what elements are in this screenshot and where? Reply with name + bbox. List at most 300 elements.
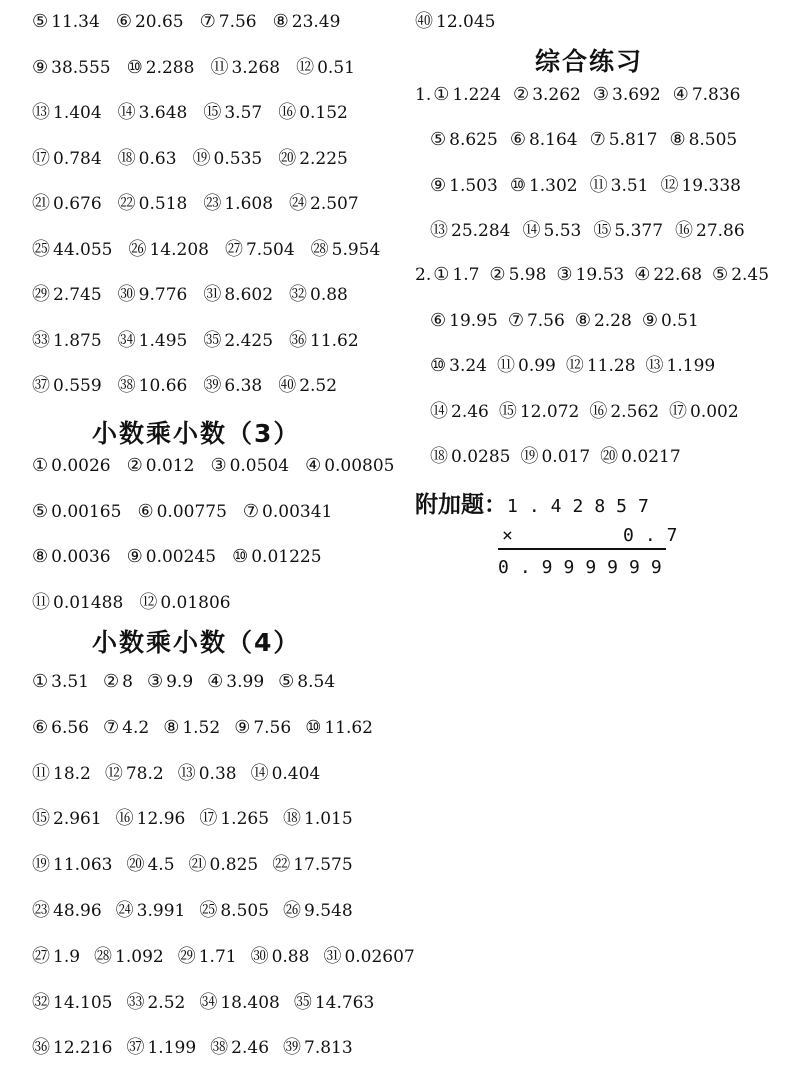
item-number: ㉙ — [32, 284, 50, 305]
item-value: 1.503 — [449, 175, 498, 196]
answer-item — [433, 85, 501, 105]
answer-item — [32, 194, 102, 214]
answer-item — [673, 85, 741, 105]
answer-item — [147, 672, 193, 692]
item-number: ⑯ — [589, 400, 608, 422]
answer-item — [234, 718, 291, 738]
answer-item — [323, 947, 414, 967]
item-value: 11.063 — [53, 855, 113, 876]
bonus-title: 附加题： — [415, 492, 507, 518]
answer-item — [127, 547, 216, 567]
item-number: ㉗ — [32, 945, 50, 967]
item-value: 0.152 — [299, 103, 348, 123]
item-value: 0.63 — [138, 148, 177, 169]
item-value: 1.608 — [224, 194, 274, 214]
answer-item — [510, 130, 578, 150]
answer-item — [556, 265, 624, 285]
item-number: ㉛ — [203, 284, 222, 305]
answer-item — [430, 221, 510, 241]
item-value: 19.338 — [681, 175, 741, 196]
item-value: 48.96 — [53, 901, 102, 921]
item-value: 0.00165 — [51, 501, 122, 522]
item-number: ⑭ — [250, 762, 269, 784]
item-value: 20.65 — [134, 12, 184, 32]
item-value: 3.51 — [610, 175, 649, 196]
item-value: 0.00805 — [324, 456, 395, 476]
item-value: 19.53 — [575, 265, 625, 285]
item-number: ⑪ — [32, 762, 50, 784]
item-number: ㉝ — [126, 991, 145, 1013]
answer-row — [32, 901, 367, 921]
answer-item — [118, 103, 188, 123]
item-value: 3.648 — [138, 103, 188, 123]
answer-item — [634, 265, 702, 285]
answer-row — [415, 85, 752, 105]
answer-item — [126, 1038, 196, 1058]
answer-item — [199, 809, 269, 829]
answer-item — [127, 456, 195, 476]
answer-item — [105, 764, 164, 784]
item-number: ⑧ — [669, 129, 686, 151]
answer-item — [32, 149, 102, 169]
item-number: ⑯ — [675, 219, 694, 241]
answer-item — [499, 402, 579, 422]
item-value: 2.46 — [451, 401, 489, 422]
item-number: ⑫ — [296, 56, 315, 78]
item-value: 0.38 — [198, 763, 237, 784]
item-number: ⑦ — [103, 716, 120, 738]
item-value: 38.555 — [51, 57, 111, 78]
item-value: 1.495 — [138, 330, 188, 351]
item-value: 3.51 — [51, 672, 89, 692]
answer-item — [103, 672, 133, 692]
item-number: ⑯ — [278, 102, 297, 123]
calc-result-row — [498, 556, 673, 580]
answer-item — [273, 12, 341, 32]
item-number: ⑭ — [522, 219, 541, 241]
calc-multiplier: 0.7 — [623, 525, 689, 546]
answer-item — [508, 311, 565, 331]
item-number: ② — [489, 264, 506, 285]
item-number: ⑥ — [32, 716, 49, 738]
item-value: 3.268 — [231, 57, 281, 78]
answer-item — [203, 376, 262, 396]
item-value: 3.991 — [136, 901, 186, 921]
answer-item — [137, 502, 226, 522]
item-value: 0.01488 — [53, 592, 124, 613]
item-value: 9.548 — [304, 901, 353, 921]
item-number: ⑲ — [192, 147, 211, 169]
item-number: ⑪ — [589, 174, 608, 196]
item-value: 2.225 — [299, 148, 348, 169]
item-value: 5.954 — [331, 239, 381, 260]
answer-item — [296, 58, 355, 78]
answer-item — [116, 901, 186, 921]
answer-row — [32, 376, 353, 396]
item-number: ㉞ — [117, 329, 136, 351]
answer-item — [669, 402, 739, 422]
item-value: 1.875 — [53, 330, 102, 351]
item-number: ⑰ — [669, 400, 688, 422]
item-number: ⑥ — [509, 129, 526, 151]
answer-item — [522, 221, 581, 241]
section-title-review: 综合练习 — [535, 47, 644, 76]
answer-row — [32, 58, 371, 78]
answer-item — [32, 947, 80, 967]
item-number: ㉚ — [117, 284, 136, 305]
answer-item — [513, 85, 581, 105]
item-value: 0.825 — [209, 855, 259, 876]
item-number: ⑪ — [210, 56, 229, 78]
item-value: 44.055 — [53, 239, 113, 260]
answer-item — [251, 764, 321, 784]
item-number: ㊲ — [32, 375, 50, 396]
answer-row — [430, 130, 749, 150]
item-number: ㉕ — [32, 238, 50, 260]
answer-row — [32, 593, 247, 613]
item-number: ② — [103, 671, 120, 692]
item-number: ㉑ — [32, 193, 50, 214]
item-number: ㉑ — [188, 854, 207, 876]
item-number: ④ — [634, 264, 651, 285]
answer-item — [32, 855, 112, 875]
answer-item — [210, 58, 280, 78]
answer-item — [32, 58, 111, 78]
item-value: 11.34 — [51, 12, 100, 32]
answer-item — [203, 103, 262, 123]
item-number: ㉔ — [115, 900, 134, 921]
item-value: 3.57 — [224, 103, 263, 123]
item-number: ㉓ — [203, 193, 222, 214]
item-value: 12.96 — [136, 809, 186, 830]
item-number: ⑨ — [32, 56, 49, 78]
item-value: 9.9 — [166, 672, 194, 692]
item-number: ② — [513, 84, 530, 105]
item-number: ③ — [146, 671, 164, 692]
item-value: 3.99 — [226, 672, 265, 692]
answer-item — [128, 240, 208, 260]
item-number: ㉗ — [224, 238, 243, 260]
item-value: 2.507 — [310, 194, 359, 214]
item-value: 22.68 — [653, 265, 703, 285]
answer-item — [207, 672, 264, 692]
item-value: 2.52 — [299, 376, 338, 396]
item-number: ⑭ — [117, 102, 136, 123]
item-value: 2.745 — [53, 285, 102, 305]
item-value: 23.49 — [291, 12, 341, 32]
item-value: 1.199 — [147, 1038, 197, 1059]
item-value: 19.95 — [449, 310, 498, 331]
item-number: ⑲ — [32, 854, 50, 876]
item-number: ⑥ — [137, 500, 154, 522]
item-value: 18.2 — [53, 763, 91, 784]
answer-item — [433, 265, 479, 285]
answer-item — [32, 12, 100, 32]
item-value: 0.02607 — [344, 946, 415, 967]
answer-item — [178, 764, 237, 784]
item-number: ⑦ — [507, 309, 524, 331]
item-number: ⑤ — [712, 264, 729, 285]
item-number: ④ — [207, 671, 224, 692]
answer-item — [232, 547, 321, 567]
item-value: 8.54 — [297, 672, 336, 692]
item-value: 2.961 — [53, 809, 102, 830]
item-value: 5.53 — [543, 220, 582, 241]
item-value: 18.408 — [220, 992, 280, 1013]
part-label: 2. — [415, 265, 432, 285]
answer-item — [118, 376, 188, 396]
item-number: ⑫ — [660, 174, 679, 196]
answer-item — [575, 311, 632, 331]
item-number: ⑤ — [278, 671, 295, 692]
answer-item — [305, 718, 373, 738]
item-value: 3.24 — [449, 356, 487, 376]
answer-item — [278, 672, 335, 692]
answer-item — [305, 456, 394, 476]
item-value: 0.404 — [271, 763, 321, 784]
section-title-4: 小数乘小数（4） — [92, 628, 301, 657]
item-number: ㊱ — [289, 329, 308, 351]
answer-item — [32, 502, 121, 522]
item-value: 8.625 — [449, 130, 498, 151]
item-value: 0.784 — [53, 148, 102, 169]
answer-item — [32, 240, 112, 260]
answer-item — [566, 356, 636, 376]
item-number: ⑧ — [574, 309, 591, 331]
item-value: 9.776 — [138, 285, 188, 305]
answer-item — [200, 12, 257, 32]
answer-row — [32, 1038, 367, 1058]
answer-item — [199, 993, 279, 1013]
item-value: 27.86 — [696, 220, 745, 241]
answer-item — [116, 809, 186, 829]
item-value: 0.002 — [690, 401, 739, 422]
item-number: ㉕ — [199, 900, 218, 921]
item-number: ⑮ — [498, 400, 517, 422]
answer-row — [430, 176, 753, 196]
item-number: ⑭ — [430, 400, 448, 422]
answer-item — [497, 356, 556, 376]
answer-item — [32, 901, 102, 921]
answer-item — [243, 502, 332, 522]
item-number: ⑰ — [199, 808, 218, 830]
item-value: 1.302 — [528, 175, 578, 196]
item-value: 5.377 — [614, 220, 664, 241]
answer-item — [32, 764, 91, 784]
answer-item — [675, 221, 745, 241]
answer-row — [430, 311, 709, 331]
item-value: 1.224 — [452, 85, 502, 105]
item-value: 0.51 — [317, 57, 355, 78]
item-value: 0.0285 — [451, 447, 511, 467]
item-number: ㊱ — [32, 1037, 50, 1059]
item-number: ⑫ — [139, 591, 158, 613]
item-number: ③ — [556, 264, 573, 285]
answer-item — [118, 331, 188, 351]
item-value: 12.216 — [53, 1038, 113, 1059]
item-number: ⑰ — [32, 147, 50, 169]
item-number: ⑪ — [497, 355, 515, 376]
item-value: 2.288 — [145, 57, 195, 78]
item-value: 7.813 — [304, 1038, 353, 1059]
item-value: 0.01225 — [251, 547, 322, 567]
item-value: 2.562 — [610, 401, 660, 422]
item-value: 0.88 — [271, 946, 310, 967]
times-symbol: × — [502, 525, 513, 546]
calc-underline — [498, 548, 666, 550]
item-number: ㉒ — [117, 193, 136, 214]
answer-row — [32, 947, 429, 967]
item-number: ⑦ — [589, 129, 606, 151]
item-value: 1.7 — [452, 265, 480, 285]
item-number: ⑮ — [593, 219, 612, 241]
item-number: ⑫ — [104, 762, 123, 784]
item-value: 2.28 — [593, 310, 632, 331]
item-value: 1.092 — [115, 946, 164, 967]
item-number: ⑧ — [272, 11, 289, 32]
item-number: ⑱ — [430, 446, 448, 467]
answer-item — [278, 376, 337, 396]
answer-row — [415, 12, 495, 32]
answer-item — [430, 402, 489, 422]
answer-item — [590, 130, 658, 150]
answer-item — [430, 311, 498, 331]
answer-item — [489, 265, 546, 285]
item-value: 8 — [122, 672, 133, 692]
item-value: 2.45 — [731, 265, 770, 285]
answer-item — [225, 240, 295, 260]
item-number: ⑲ — [520, 446, 539, 467]
answer-row — [32, 12, 356, 32]
item-number: ⑤ — [32, 500, 49, 522]
answer-item — [116, 12, 184, 32]
item-value: 5.817 — [608, 130, 658, 151]
item-number: ① — [433, 84, 450, 105]
answer-item — [430, 447, 510, 467]
item-value: 2.52 — [147, 992, 186, 1013]
item-number: ⑨ — [126, 546, 143, 567]
answer-item — [430, 356, 487, 376]
answer-item — [163, 718, 220, 738]
item-value: 7.56 — [218, 12, 257, 32]
answer-row — [32, 240, 396, 260]
item-value: 5.98 — [508, 265, 547, 285]
item-number: ⑧ — [163, 716, 180, 738]
item-number: ⑩ — [232, 546, 249, 567]
item-number: ㉒ — [272, 854, 291, 876]
item-value: 17.575 — [293, 855, 353, 876]
answer-item — [32, 672, 89, 692]
calc-multiplier-row — [502, 524, 689, 548]
answer-item — [32, 331, 102, 351]
item-value: 7.56 — [253, 717, 292, 738]
item-number: ① — [32, 671, 49, 692]
item-value: 0.88 — [310, 285, 348, 305]
item-value: 0.01806 — [160, 592, 231, 613]
item-value: 1.71 — [198, 946, 237, 967]
item-value: 0.518 — [138, 194, 188, 214]
answer-row — [32, 331, 375, 351]
answer-row — [32, 993, 388, 1013]
item-number: ⑤ — [430, 129, 447, 151]
item-value: 8.602 — [224, 285, 274, 305]
item-number: ⑪ — [32, 591, 50, 613]
item-number: ㉜ — [32, 991, 50, 1013]
item-number: ⑮ — [203, 102, 222, 123]
answer-row — [415, 265, 779, 285]
item-number: ① — [32, 455, 49, 476]
item-number: ㉖ — [283, 900, 302, 921]
item-number: ④ — [305, 455, 322, 476]
item-number: ㊳ — [117, 375, 136, 396]
calc-result: 0.999999 — [498, 557, 673, 578]
answer-item — [283, 809, 353, 829]
answer-row — [32, 718, 387, 738]
item-number: ⑩ — [430, 355, 447, 376]
item-value: 0.99 — [518, 356, 556, 376]
item-number: ⑥ — [430, 309, 447, 331]
answer-item — [203, 285, 273, 305]
answer-item — [32, 376, 102, 396]
item-number: ㉞ — [199, 991, 218, 1013]
answer-item — [289, 285, 348, 305]
item-value: 4.5 — [147, 855, 175, 876]
item-number: ⑨ — [234, 716, 251, 738]
answer-item — [669, 130, 737, 150]
item-number: ㉛ — [323, 945, 342, 967]
answer-row — [430, 221, 757, 241]
answer-item — [520, 447, 590, 467]
item-number: ⑦ — [199, 11, 216, 32]
answer-row — [32, 103, 364, 123]
answer-item — [103, 718, 149, 738]
item-value: 14.105 — [53, 992, 113, 1013]
answer-item — [272, 855, 352, 875]
item-value: 6.38 — [224, 376, 263, 396]
item-value: 0.51 — [660, 310, 699, 331]
item-value: 11.62 — [324, 717, 373, 738]
answer-item — [203, 331, 273, 351]
item-value: 3.692 — [612, 85, 661, 105]
item-number: ⑳ — [600, 446, 619, 467]
item-number: ⑬ — [645, 355, 664, 376]
item-value: 8.505 — [688, 130, 738, 151]
item-number: ⑬ — [430, 219, 448, 241]
answer-item — [118, 149, 177, 169]
item-number: ㊴ — [283, 1037, 302, 1059]
answer-row — [32, 855, 367, 875]
answer-item — [415, 12, 495, 32]
answer-row — [430, 402, 749, 422]
answer-item — [278, 103, 348, 123]
item-value: 1.265 — [220, 809, 270, 830]
item-number: ⑫ — [565, 355, 584, 376]
item-number: ⑩ — [305, 716, 322, 738]
answer-item — [127, 58, 195, 78]
answer-item — [32, 547, 111, 567]
item-number: ㉟ — [203, 329, 222, 351]
item-value: 2.425 — [224, 330, 274, 351]
answer-item — [193, 149, 263, 169]
item-number: ⑱ — [117, 147, 136, 169]
answer-row — [32, 809, 367, 829]
item-number: ③ — [592, 84, 609, 105]
item-number: ⑩ — [126, 56, 143, 78]
item-number: ⑩ — [509, 174, 526, 196]
answer-item — [642, 311, 699, 331]
item-value: 14.763 — [314, 992, 375, 1013]
item-number: ㊳ — [210, 1037, 229, 1059]
